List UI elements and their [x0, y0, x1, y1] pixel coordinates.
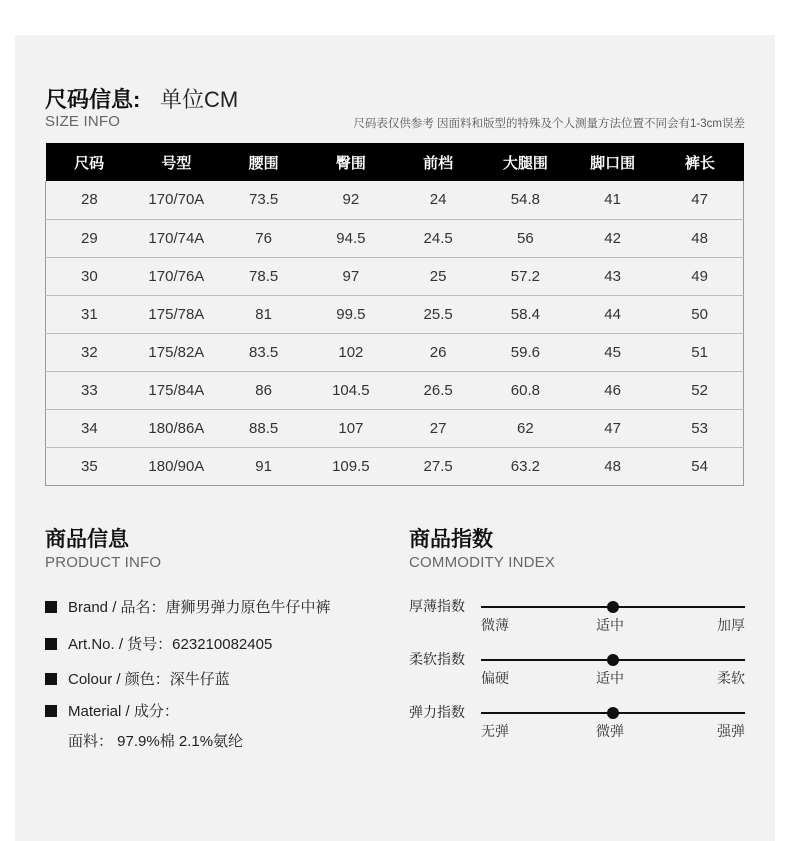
- table-cell: 30: [46, 257, 133, 295]
- material-text: Material / 成分：: [68, 703, 179, 720]
- thickness-index-row: [409, 596, 745, 646]
- size-info-header: [45, 83, 745, 113]
- table-cell: 25.5: [395, 295, 482, 333]
- table-cell: 26: [395, 333, 482, 371]
- index-marker-dot: [607, 654, 619, 666]
- table-cell: 29: [46, 219, 133, 257]
- table-cell: 175/78A: [133, 295, 220, 333]
- table-cell: 63.2: [482, 447, 569, 485]
- table-cell: 81: [220, 295, 307, 333]
- column-header: 脚口围: [569, 143, 656, 181]
- table-cell: 48: [656, 219, 743, 257]
- table-cell: 28: [46, 181, 133, 219]
- table-cell: 104.5: [307, 371, 394, 409]
- table-row: [46, 409, 744, 447]
- table-cell: 170/70A: [133, 181, 220, 219]
- material-detail-text: 面料： 97.9%棉 2.1%氨纶: [68, 733, 244, 750]
- index-label: 厚薄指数: [409, 599, 465, 615]
- table-cell: 34: [46, 409, 133, 447]
- table-cell: 78.5: [220, 257, 307, 295]
- table-cell: 25: [395, 257, 482, 295]
- column-header: 尺码: [46, 143, 133, 181]
- table-cell: 54.8: [482, 181, 569, 219]
- index-option-mid: 微弹: [596, 724, 624, 740]
- table-cell: 88.5: [220, 409, 307, 447]
- table-cell: 48: [569, 447, 656, 485]
- table-cell: 56: [482, 219, 569, 257]
- table-cell: 44: [569, 295, 656, 333]
- table-cell: 170/76A: [133, 257, 220, 295]
- commodity-index-title: 商品指数: [409, 527, 493, 551]
- elasticity-index-row: [409, 702, 745, 752]
- table-cell: 58.4: [482, 295, 569, 333]
- table-cell: 97: [307, 257, 394, 295]
- column-header: 裤长: [656, 143, 743, 181]
- table-cell: 86: [220, 371, 307, 409]
- table-cell: 180/90A: [133, 447, 220, 485]
- index-option-low: 偏硬: [481, 671, 509, 687]
- table-cell: 170/74A: [133, 219, 220, 257]
- column-header: 前档: [395, 143, 482, 181]
- index-label: 弹力指数: [409, 705, 465, 721]
- table-cell: 102: [307, 333, 394, 371]
- product-info-title: 商品信息: [45, 527, 129, 551]
- square-bullet-icon: [45, 673, 57, 685]
- table-row: [46, 181, 744, 219]
- table-cell: 94.5: [307, 219, 394, 257]
- art-no-text: Art.No. / 货号：623210082405: [68, 636, 273, 653]
- index-option-mid: 适中: [596, 671, 624, 687]
- column-header: 腰围: [220, 143, 307, 181]
- index-option-mid: 适中: [596, 618, 624, 634]
- table-cell: 47: [569, 409, 656, 447]
- column-header: 大腿围: [482, 143, 569, 181]
- softness-index-row: [409, 649, 745, 699]
- table-cell: 62: [482, 409, 569, 447]
- table-cell: 27.5: [395, 447, 482, 485]
- table-cell: 47: [656, 181, 743, 219]
- size-info-title: 尺码信息:: [45, 87, 141, 112]
- column-header: 臀围: [307, 143, 394, 181]
- index-marker-dot: [607, 601, 619, 613]
- table-cell: 26.5: [395, 371, 482, 409]
- table-cell: 46: [569, 371, 656, 409]
- index-option-low: 微薄: [481, 618, 509, 634]
- table-cell: 27: [395, 409, 482, 447]
- table-cell: 175/82A: [133, 333, 220, 371]
- product-info-subtitle: PRODUCT INFO: [45, 554, 162, 571]
- table-cell: 59.6: [482, 333, 569, 371]
- table-cell: 43: [569, 257, 656, 295]
- size-table-body: [46, 181, 744, 485]
- index-option-high: 加厚: [717, 618, 745, 634]
- table-cell: 52: [656, 371, 743, 409]
- table-cell: 31: [46, 295, 133, 333]
- square-bullet-icon: [45, 705, 57, 717]
- size-table: [45, 143, 744, 486]
- table-cell: 54: [656, 447, 743, 485]
- column-header: 号型: [133, 143, 220, 181]
- table-cell: 175/84A: [133, 371, 220, 409]
- table-cell: 51: [656, 333, 743, 371]
- table-row: [46, 257, 744, 295]
- table-cell: 107: [307, 409, 394, 447]
- table-cell: 32: [46, 333, 133, 371]
- table-cell: 91: [220, 447, 307, 485]
- table-cell: 42: [569, 219, 656, 257]
- size-disclaimer-note: 尺码表仅供参考 因面料和版型的特殊及个人测量方法位置不同会有1-3cm误差: [353, 118, 745, 130]
- table-cell: 83.5: [220, 333, 307, 371]
- index-option-high: 柔软: [717, 671, 745, 687]
- table-cell: 33: [46, 371, 133, 409]
- square-bullet-icon: [45, 638, 57, 650]
- index-label: 柔软指数: [409, 652, 465, 668]
- table-cell: 24.5: [395, 219, 482, 257]
- commodity-index-subtitle: COMMODITY INDEX: [409, 554, 556, 571]
- table-row: [46, 219, 744, 257]
- table-row: [46, 333, 744, 371]
- square-bullet-icon: [45, 601, 57, 613]
- table-cell: 49: [656, 257, 743, 295]
- size-unit-label: 单位CM: [160, 87, 239, 112]
- colour-text: Colour / 颜色：深牛仔蓝: [68, 671, 230, 688]
- table-row: [46, 371, 744, 409]
- table-cell: 24: [395, 181, 482, 219]
- table-cell: 53: [656, 409, 743, 447]
- table-cell: 109.5: [307, 447, 394, 485]
- index-marker-dot: [607, 707, 619, 719]
- size-info-subtitle: SIZE INFO: [45, 113, 121, 130]
- index-option-low: 无弹: [481, 724, 509, 740]
- table-cell: 99.5: [307, 295, 394, 333]
- table-cell: 92: [307, 181, 394, 219]
- table-row: [46, 295, 744, 333]
- index-option-high: 强弹: [717, 724, 745, 740]
- table-cell: 76: [220, 219, 307, 257]
- size-table-header-row: [46, 143, 744, 181]
- brand-text: Brand / 品名：唐狮男弹力原色牛仔中裤: [68, 599, 331, 616]
- table-row: [46, 447, 744, 485]
- table-cell: 60.8: [482, 371, 569, 409]
- table-cell: 41: [569, 181, 656, 219]
- table-cell: 45: [569, 333, 656, 371]
- table-cell: 35: [46, 447, 133, 485]
- table-cell: 73.5: [220, 181, 307, 219]
- table-cell: 50: [656, 295, 743, 333]
- table-cell: 180/86A: [133, 409, 220, 447]
- table-cell: 57.2: [482, 257, 569, 295]
